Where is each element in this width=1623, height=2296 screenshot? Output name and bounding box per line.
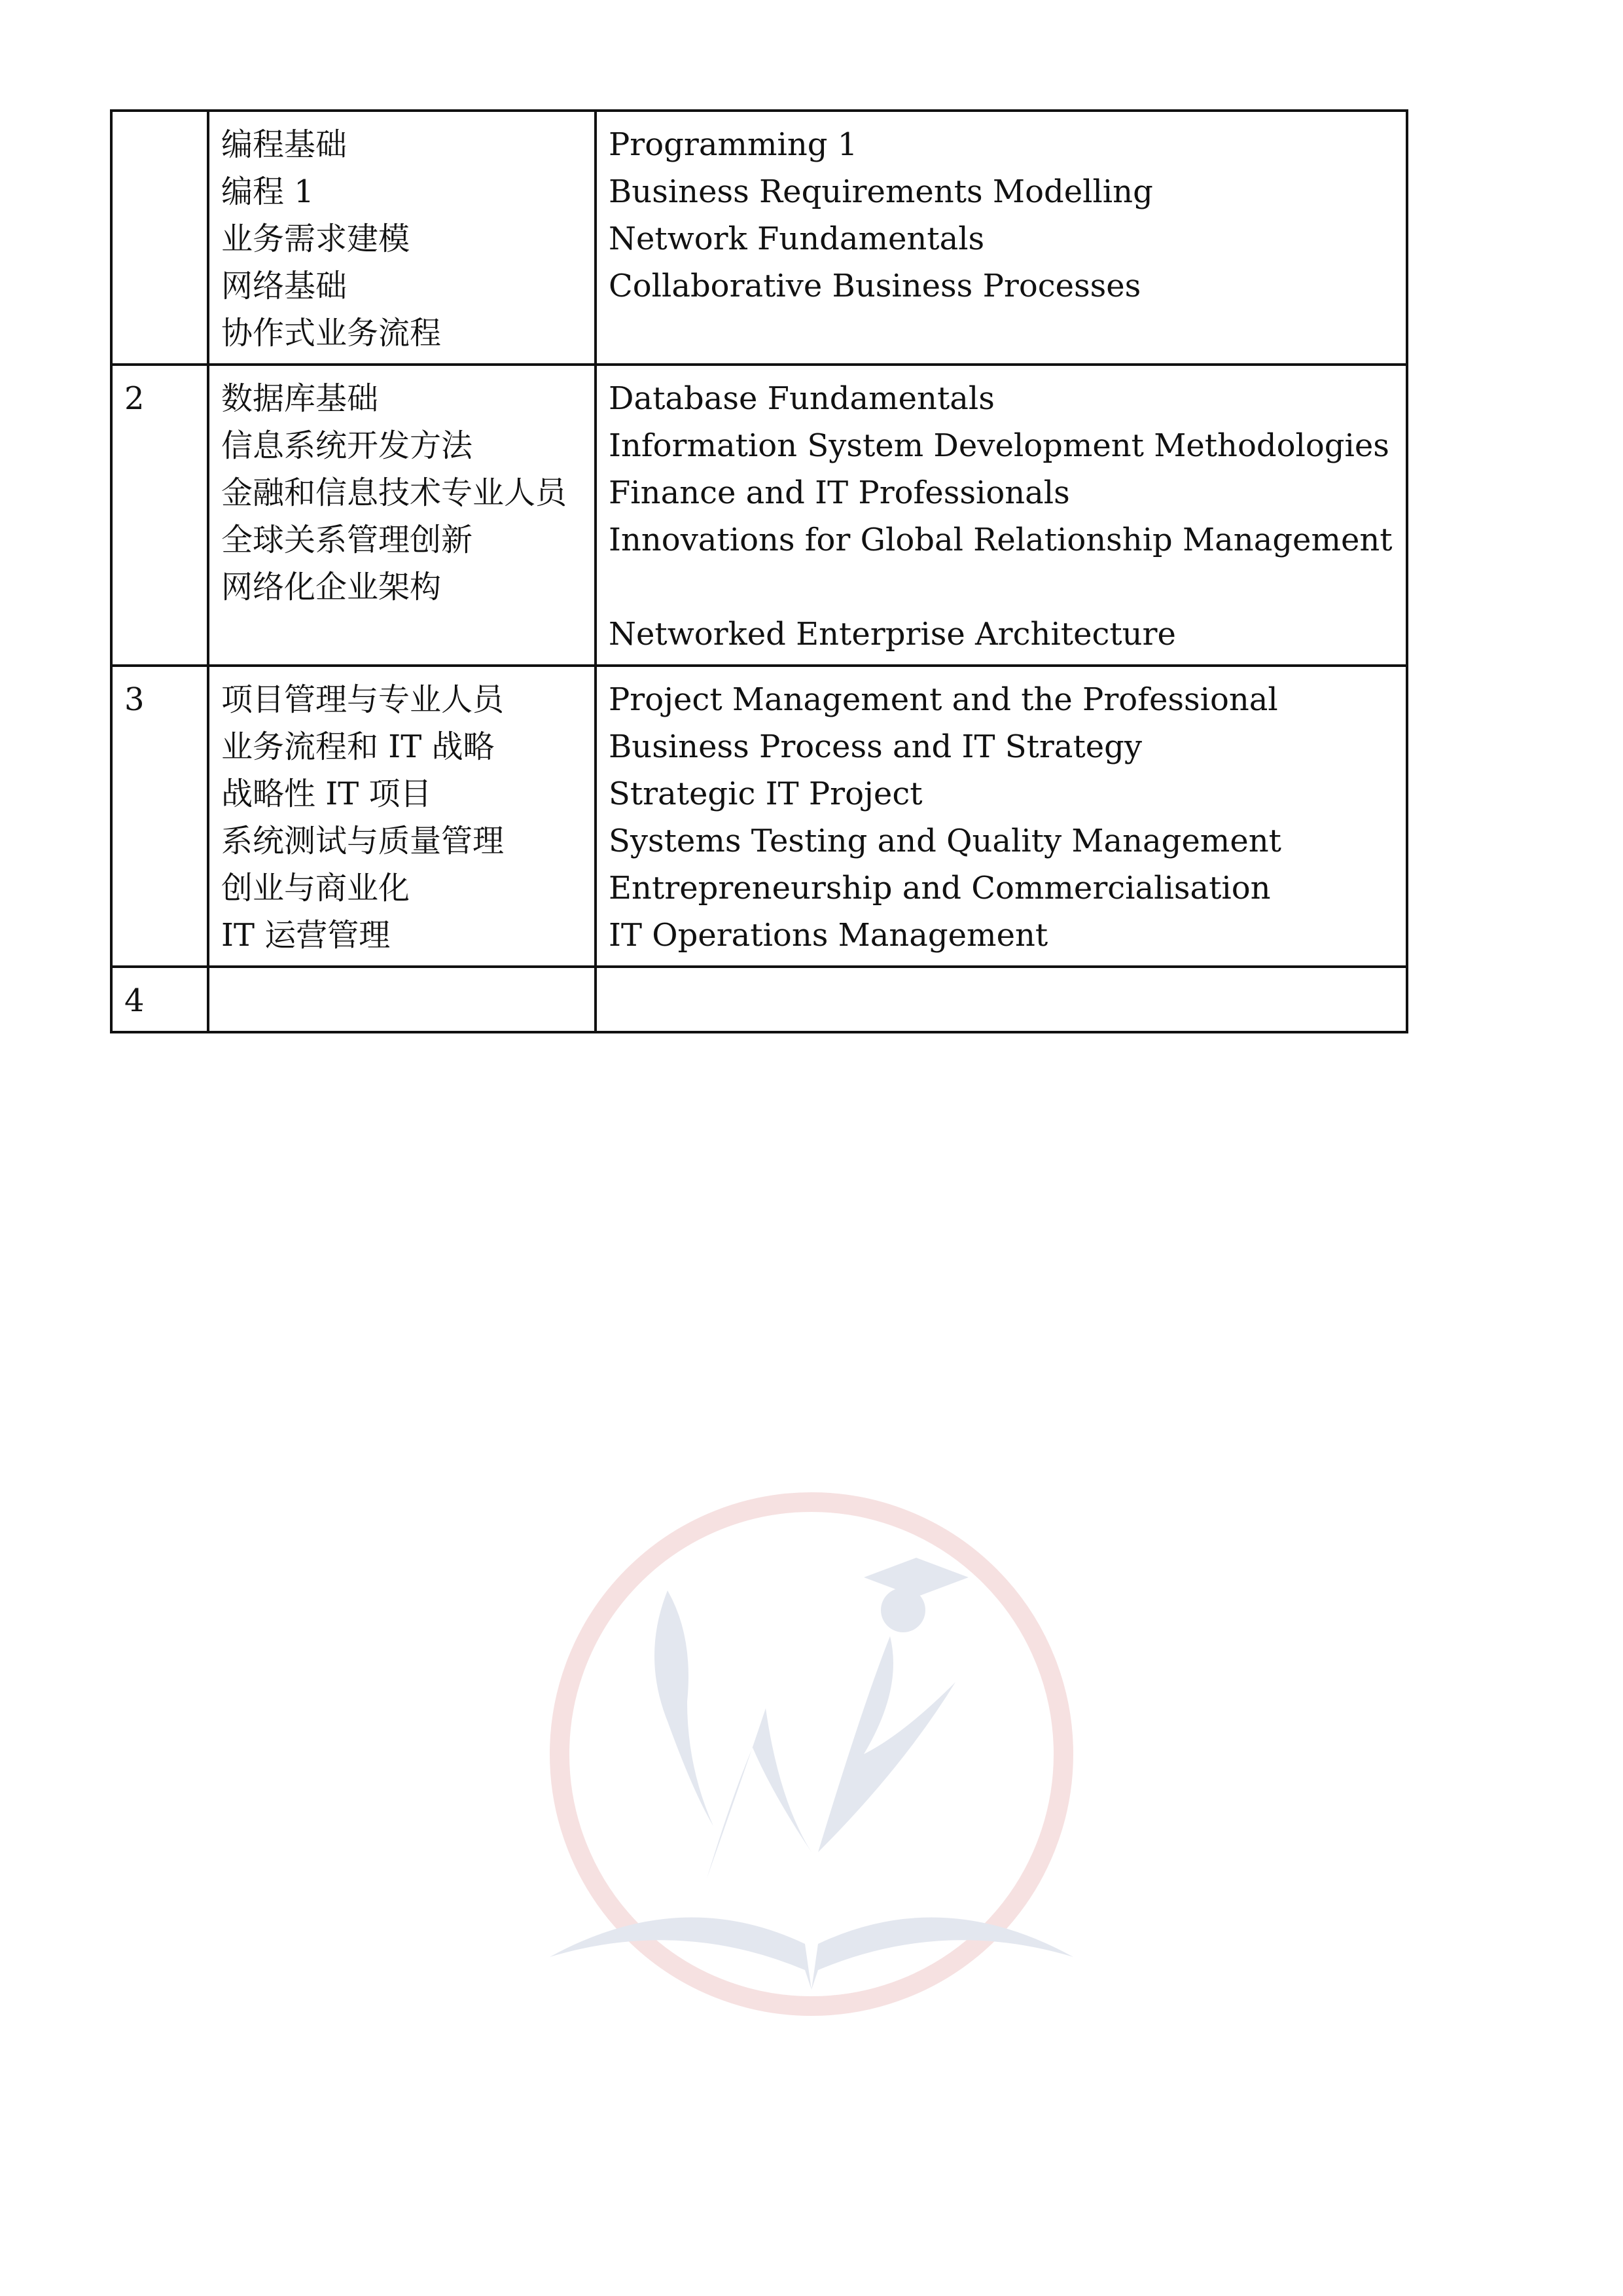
course-name-cn: 业务流程和 IT 战略 bbox=[221, 728, 495, 765]
course-name-cn: 战略性 IT 项目 bbox=[221, 776, 432, 812]
course-name-cn: 金融和信息技术专业人员 bbox=[221, 475, 567, 511]
course-name-en: Business Requirements Modelling bbox=[609, 173, 1153, 210]
english-courses-cell bbox=[596, 111, 1407, 365]
table-row bbox=[111, 365, 1407, 666]
table-row bbox=[111, 967, 1407, 1032]
blank-line bbox=[609, 564, 1394, 611]
course-table bbox=[110, 109, 1408, 1033]
course-name-en: Programming 1 bbox=[609, 126, 858, 163]
course-name-en: Project Management and the Professional bbox=[609, 681, 1278, 718]
year-cell: 3 bbox=[111, 666, 208, 967]
course-name-cn: 协作式业务流程 bbox=[221, 315, 442, 351]
english-courses-cell bbox=[596, 365, 1407, 666]
course-name-en: Finance and IT Professionals bbox=[609, 475, 1070, 511]
chinese-courses-cell bbox=[208, 666, 596, 967]
course-name-en: Strategic IT Project bbox=[609, 776, 923, 812]
chinese-courses-cell bbox=[208, 365, 596, 666]
year-cell bbox=[111, 111, 208, 365]
table-row bbox=[111, 111, 1407, 365]
course-name-en: Information System Development Methodologies bbox=[609, 427, 1389, 464]
english-courses-cell bbox=[596, 967, 1407, 1032]
school-logo-watermark-icon bbox=[537, 1486, 1086, 2036]
course-name-en: IT Operations Management bbox=[609, 917, 1048, 954]
course-name-cn: 编程基础 bbox=[221, 126, 348, 163]
course-name-cn: 全球关系管理创新 bbox=[221, 522, 473, 558]
english-courses-cell bbox=[596, 666, 1407, 967]
table-row bbox=[111, 666, 1407, 967]
course-name-cn: 系统测试与质量管理 bbox=[221, 823, 505, 859]
course-name-cn: IT 运营管理 bbox=[221, 917, 391, 954]
chinese-courses-cell bbox=[208, 967, 596, 1032]
course-name-cn: 业务需求建模 bbox=[221, 221, 410, 257]
course-name-cn: 数据库基础 bbox=[221, 380, 379, 417]
chinese-courses-cell bbox=[208, 111, 596, 365]
course-name-cn: 编程 1 bbox=[221, 173, 314, 210]
course-name-en: Entrepreneurship and Commercialisation bbox=[609, 870, 1271, 906]
course-name-en: Network Fundamentals bbox=[609, 221, 985, 257]
course-name-cn: 创业与商业化 bbox=[221, 870, 410, 906]
course-name-en: Database Fundamentals bbox=[609, 380, 995, 417]
course-name-en: Networked Enterprise Architecture bbox=[609, 616, 1176, 653]
year-cell: 2 bbox=[111, 365, 208, 666]
course-name-en: Business Process and IT Strategy bbox=[609, 728, 1142, 765]
course-name-cn: 网络基础 bbox=[221, 268, 348, 304]
course-name-en: Collaborative Business Processes bbox=[609, 268, 1141, 304]
course-name-en: Innovations for Global Relationship Management bbox=[609, 522, 1393, 558]
course-name-cn: 信息系统开发方法 bbox=[221, 427, 473, 464]
course-name-en: Systems Testing and Quality Management bbox=[609, 823, 1281, 859]
course-name-cn: 项目管理与专业人员 bbox=[221, 681, 505, 718]
year-cell: 4 bbox=[111, 967, 208, 1032]
course-name-cn: 网络化企业架构 bbox=[221, 569, 442, 605]
